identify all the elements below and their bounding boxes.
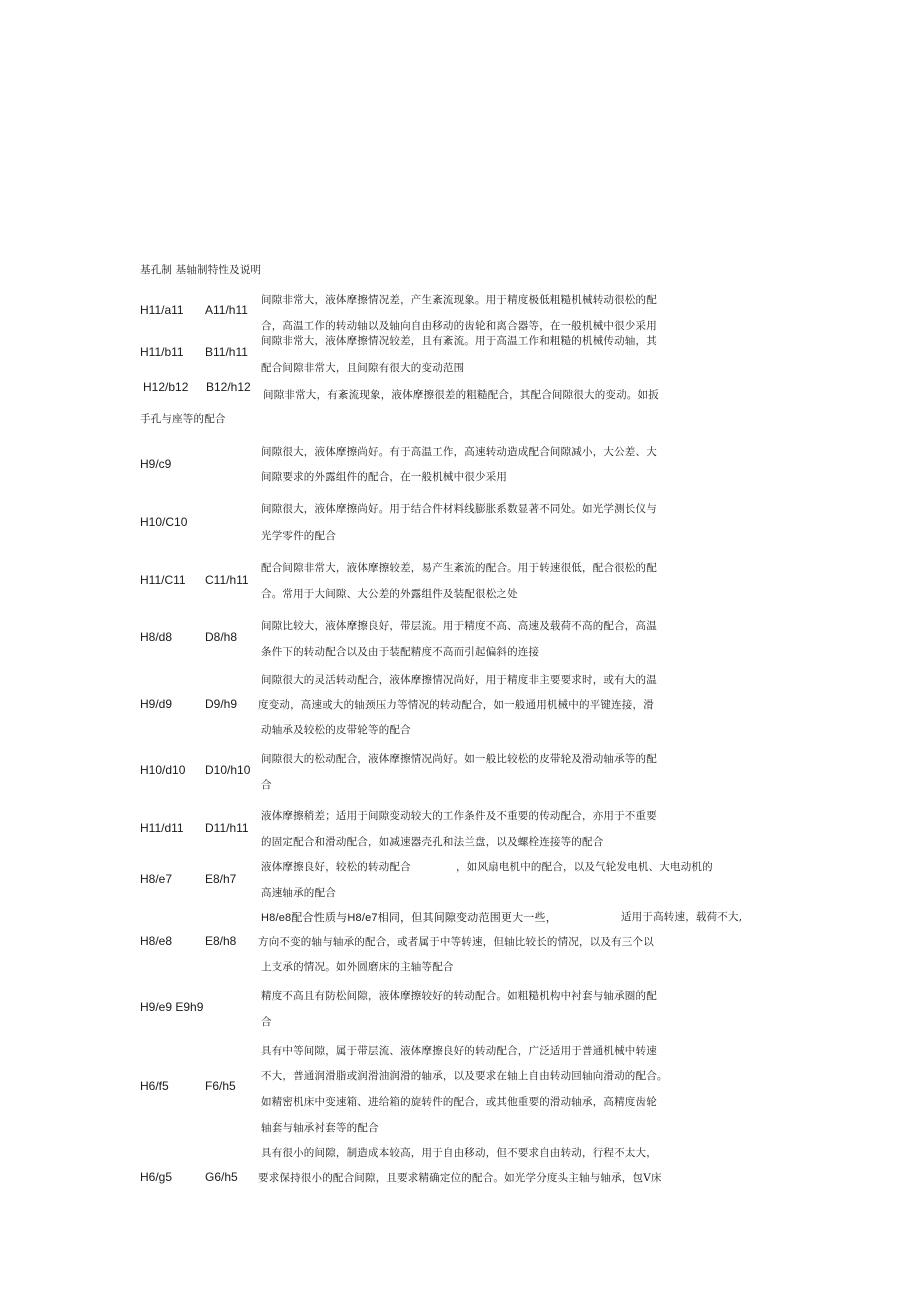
description-line: 条件下的转动配合以及由于装配精度不高而引起偏斜的连接: [261, 646, 540, 658]
description-line: 度变动，高速或大的轴颈压力等情况的转动配合，如一般通用机械中的平键连接，滑: [258, 699, 654, 711]
shaft-fit-code: E8/h7: [205, 872, 237, 886]
hole-fit-code: H9/d9: [140, 697, 173, 711]
hole-fit-code: H11/b11: [140, 345, 184, 359]
description-line: 轴套与轴承衬套等的配合: [261, 1122, 379, 1134]
description-line: 间隙很大的灵活转动配合，液体摩擦情况尚好，用于精度非主要要求时，或有大的温: [261, 674, 657, 686]
shaft-fit-code: D11/h11: [205, 821, 249, 835]
hole-fit-code: H11/d11: [140, 821, 184, 835]
description-line: 光学零件的配合: [261, 530, 336, 542]
document-title: 基孔制 基轴制特性及说明: [140, 264, 262, 276]
description-line: 液体摩擦稍差；适用于间隙变动较大的工作条件及不重要的传动配合，亦用于不重要: [261, 810, 657, 822]
description-line: 间隙很大的松动配合，液体摩擦情况尚好。如一般比较松的皮带轮及滑动轴承等的配: [261, 753, 657, 765]
description-line: 动轴承及较松的皮带轮等的配合: [261, 724, 411, 736]
description-line: 如精密机床中变速箱、进给箱的旋转件的配合，或其他重要的滑动轴承，高精度齿轮: [261, 1096, 657, 1108]
hole-fit-code: H12/b12: [143, 380, 189, 394]
hole-fit-code: H9/e9 E9h9: [140, 1000, 204, 1014]
hole-fit-code: H8/d8: [140, 630, 173, 644]
description-line: 配合间隙非常大，液体摩擦较差，易产生紊流的配合。用于转速很低，配合很松的配: [261, 562, 657, 574]
description-line: 间隙比较大，液体摩擦良好，带层流。用于精度不高、高速及载荷不高的配合，高温: [261, 620, 657, 632]
description-line: 间隙非常大，有紊流现象，液体摩擦很差的粗糙配合，其配合间隙很大的变动。如扳: [263, 389, 659, 401]
shaft-fit-code: B11/h11: [205, 345, 248, 359]
shaft-fit-code: A11/h11: [205, 303, 248, 317]
shaft-fit-code: B12/h12: [206, 380, 251, 394]
hole-fit-code: H11/C11: [140, 573, 186, 587]
description-line: 手孔与座等的配合: [140, 413, 226, 425]
description-line: ，如风扇电机中的配合，以及气轮发电机、大电动机的: [456, 861, 713, 873]
shaft-fit-code: C11/h11: [205, 573, 249, 587]
description-line: 间隙非常大，液体摩擦情况差，产生紊流现象。用于精度极低粗糙机械转动很松的配: [261, 294, 657, 306]
description-line: 的固定配合和滑动配合，如减速器壳孔和法兰盘，以及螺栓连接等的配合: [261, 836, 604, 848]
description-line: 具有很小的间隙，制造成本较高，用于自由移动，但不要求自由转动，行程不太大，: [261, 1147, 657, 1159]
hole-fit-code: H10/d10: [140, 763, 186, 777]
description-line: 间隙很大，液体摩擦尚好。用于结合件材料线膨胀系数显著不同处。如光学测长仪与: [261, 503, 657, 515]
description-line: 适用于高转速，载荷不大,: [621, 911, 743, 923]
description-line: 要求保持很小的配合间隙，且要求精确定位的配合。如光学分度头主轴与轴承，包V床: [258, 1172, 662, 1184]
description-line: 配合间隙非常大，且间隙有很大的变动范围: [261, 362, 465, 374]
description-line: 液体摩擦良好，较松的转动配合: [261, 861, 411, 873]
description-line: 上支承的情况。如外圆磨床的主轴等配合: [261, 961, 454, 973]
description-line: 合，高温工作的转动轴以及轴向自由移动的齿轮和离合器等，在一般机械中很少采用: [261, 320, 657, 332]
shaft-fit-code: D8/h8: [205, 630, 238, 644]
description-line: 间隙非常大，液体摩擦情况较差，且有紊流。用于高温工作和粗糙的机械传动轴，其: [261, 335, 657, 347]
shaft-fit-code: D10/h10: [205, 763, 251, 777]
description-line: 精度不高且有防松间隙，液体摩擦较好的转动配合。如粗糙机构中衬套与轴承圈的配: [261, 990, 657, 1002]
hole-fit-code: H6/f5: [140, 1079, 169, 1093]
description-line: 具有中等间隙，属于带层流、液体摩擦良好的转动配合，广泛适用于普通机械中转速: [261, 1045, 657, 1057]
description-line: H8/e8配合性质与H8/e7相同，但其间隙变动范围更大一些，: [261, 912, 557, 924]
hole-fit-code: H9/c9: [140, 457, 172, 471]
description-line: 合。常用于大间隙、大公差的外露组件及装配很松之处: [261, 588, 518, 600]
description-line: 合: [261, 779, 272, 791]
hole-fit-code: H10/C10: [140, 515, 188, 529]
description-line: 方向不变的轴与轴承的配合，或者属于中等转速，但轴比较长的情况，以及有三个以: [258, 936, 654, 948]
shaft-fit-code: E8/h8: [205, 934, 237, 948]
description-line: 高速轴承的配合: [261, 887, 336, 899]
shaft-fit-code: D9/h9: [205, 697, 238, 711]
shaft-fit-code: G6/h5: [205, 1170, 238, 1184]
hole-fit-code: H8/e8: [140, 934, 173, 948]
hole-fit-code: H8/e7: [140, 872, 173, 886]
description-line: 合: [261, 1016, 272, 1028]
hole-fit-code: H6/g5: [140, 1170, 173, 1184]
description-line: 间隙很大，液体摩擦尚好。有于高温工作，高速转动造成配合间隙减小，大公差、大: [261, 446, 657, 458]
shaft-fit-code: F6/h5: [205, 1079, 236, 1093]
hole-fit-code: H11/a11: [140, 303, 184, 317]
description-line: 间隙要求的外露组件的配合，在一般机械中很少采用: [261, 471, 508, 483]
description-line: 不大，普通润滑脂或润滑油润滑的轴承，以及要求在轴上自由转动回轴向滑动的配合。: [261, 1070, 668, 1082]
